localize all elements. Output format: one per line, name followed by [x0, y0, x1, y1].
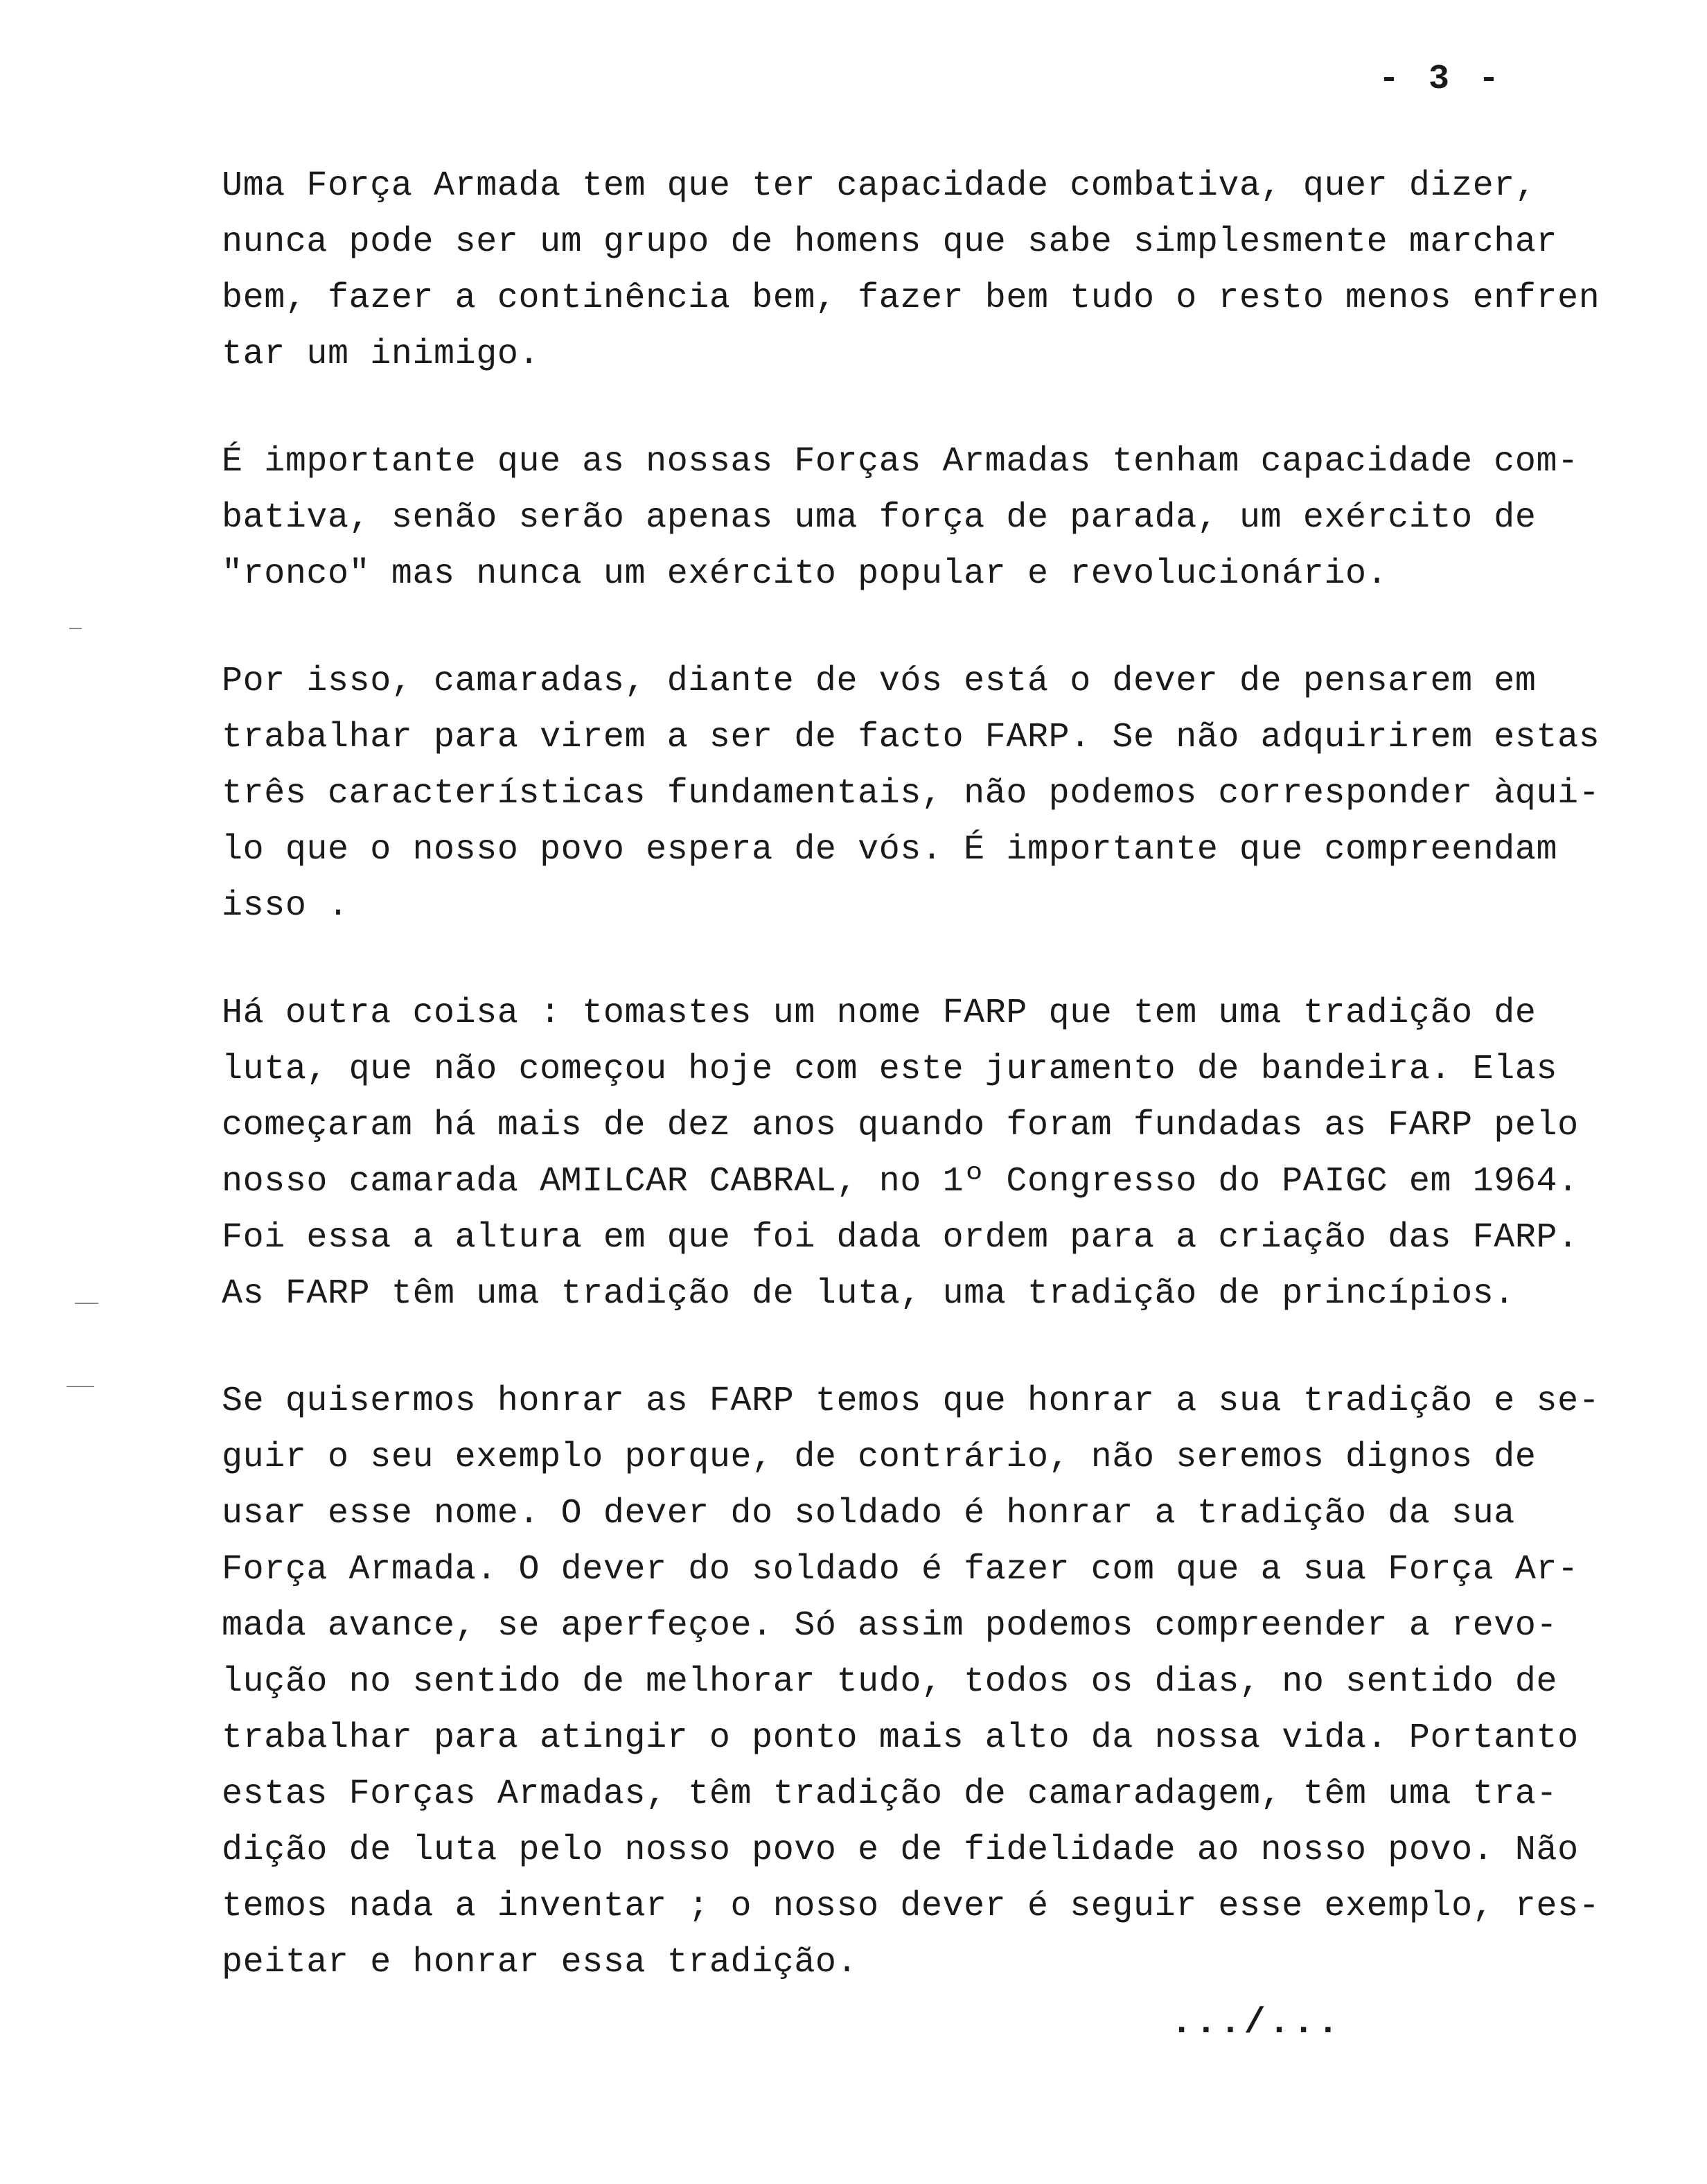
text-line: Força Armada. O dever do soldado é fazer com que a sua Força Ar-	[222, 1550, 1579, 1589]
paragraph-5	[222, 1373, 1600, 1991]
continuation-mark: .../...	[1171, 2002, 1342, 2043]
text-line: nunca pode ser um grupo de homens que sabe simplesmente marchar	[222, 222, 1558, 262]
text-line: bativa, senão serão apenas uma força de parada, um exército de	[222, 498, 1537, 538]
scan-speck	[75, 1303, 98, 1304]
text-line: As FARP têm uma tradição de luta, uma tradição de princípios.	[222, 1274, 1515, 1314]
text-line: trabalhar para atingir o ponto mais alto da nossa vida. Portanto	[222, 1718, 1579, 1758]
scan-speck	[67, 1386, 94, 1387]
document-body	[222, 158, 1600, 2042]
text-line: isso .	[222, 886, 349, 926]
paragraph-4	[222, 985, 1579, 1322]
text-line: Se quisermos honrar as FARP temos que honrar a sua tradição e se-	[222, 1382, 1600, 1421]
text-line: lução no sentido de melhorar tudo, todos os dias, no sentido de	[222, 1662, 1558, 1702]
text-line: peitar e honrar essa tradição.	[222, 1943, 858, 1982]
text-line: nosso camarada AMILCAR CABRAL, no 1º Congresso do PAIGC em 1964.	[222, 1162, 1579, 1201]
text-line: estas Forças Armadas, têm tradição de camaradagem, têm uma tra-	[222, 1774, 1558, 1814]
paragraph-2	[222, 434, 1579, 602]
text-line: É importante que as nossas Forças Armadas tenham capacidade com-	[222, 442, 1579, 482]
text-line: guir o seu exemplo porque, de contrário, não seremos dignos de	[222, 1438, 1537, 1477]
text-line: trabalhar para virem a ser de facto FARP. Se não adquirirem estas	[222, 718, 1600, 757]
paragraph-3	[222, 653, 1600, 934]
text-line: Há outra coisa : tomastes um nome FARP que tem uma tradição de	[222, 994, 1537, 1033]
text-line: dição de luta pelo nosso povo e de fidelidade ao nosso povo. Não	[222, 1831, 1579, 1870]
text-line: usar esse nome. O dever do soldado é honrar a tradição da sua	[222, 1494, 1515, 1533]
paragraph-1	[222, 158, 1600, 382]
text-line: temos nada a inventar ; o nosso dever é seguir esse exemplo, res-	[222, 1887, 1600, 1926]
text-line: Uma Força Armada tem que ter capacidade combativa, quer dizer,	[222, 166, 1537, 206]
text-line: "ronco" mas nunca um exército popular e revolucionário.	[222, 554, 1388, 594]
text-line: luta, que não começou hoje com este juramento de bandeira. Elas	[222, 1050, 1558, 1089]
text-line: tar um inimigo.	[222, 335, 540, 374]
page-number: - 3 -	[1379, 60, 1504, 99]
text-line: começaram há mais de dez anos quando foram fundadas as FARP pelo	[222, 1106, 1579, 1145]
text-line: mada avance, se aperfeçoe. Só assim podemos compreender a revo-	[222, 1606, 1558, 1646]
text-line: três características fundamentais, não podemos corresponder àqui-	[222, 774, 1600, 813]
text-line: Por isso, camaradas, diante de vós está o dever de pensarem em	[222, 662, 1537, 701]
text-line: lo que o nosso povo espera de vós. É importante que compreendam	[222, 830, 1558, 870]
scan-speck	[69, 628, 82, 629]
text-line: Foi essa a altura em que foi dada ordem para a criação das FARP.	[222, 1218, 1579, 1258]
text-line: bem, fazer a continência bem, fazer bem tudo o resto menos enfren	[222, 279, 1600, 318]
